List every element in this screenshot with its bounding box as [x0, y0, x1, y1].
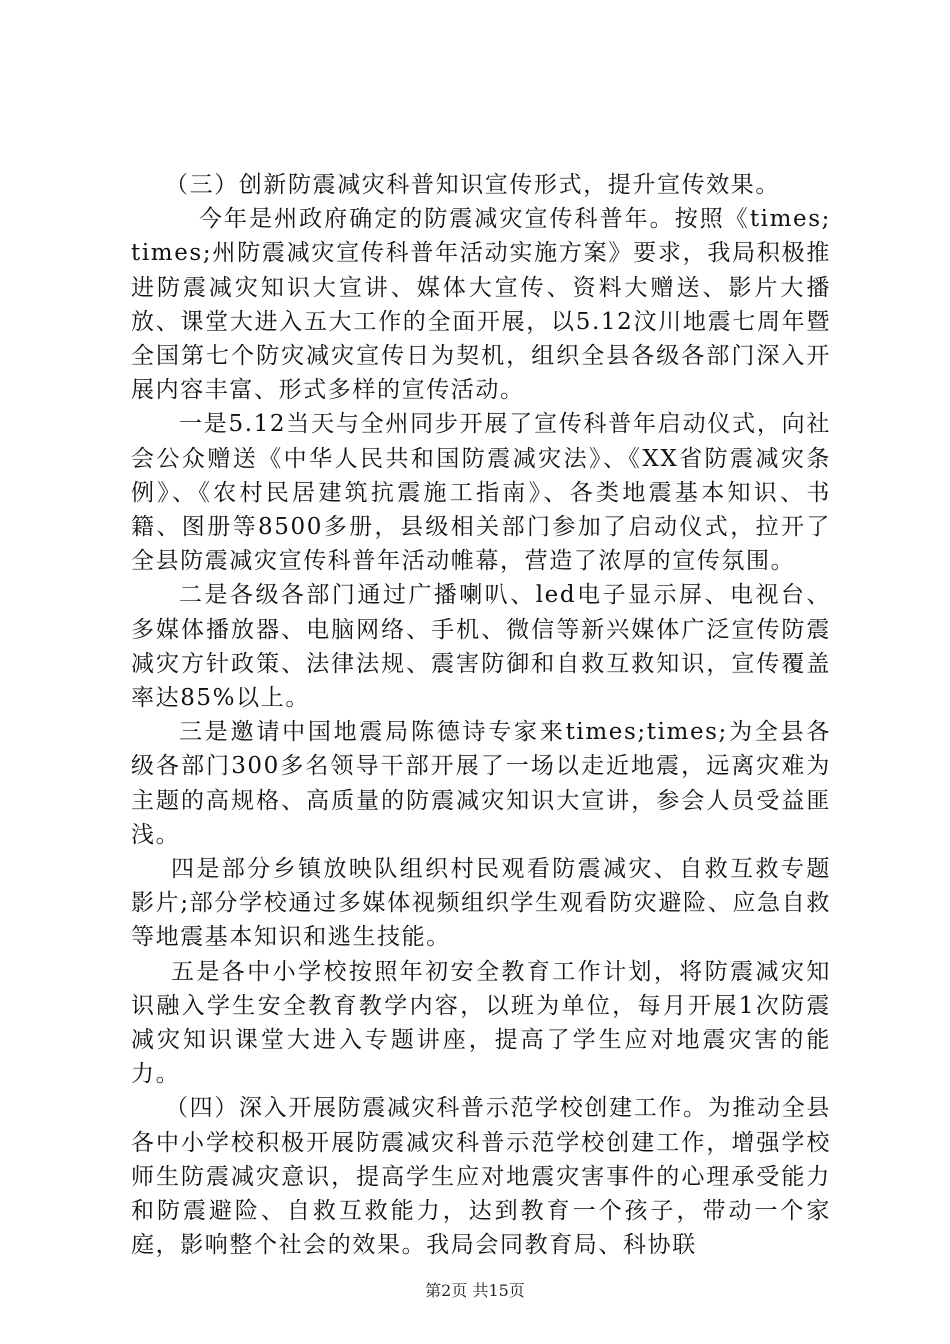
- document-body: [131, 168, 831, 1263]
- paragraph-item-1: 一是5.12当天与全州同步开展了宣传科普年启动仪式，向社会公众赠送《中华人民共和国防震减灾法》、《XX省防震减灾条例》、《农村民居建筑抗震施工指南》、各类地震基本知识、书籍、图册等8500多册，县级相关部门参加了启动仪式，拉开了全县防震减灾宣传科普年活动帷幕，营造了浓厚的宣传氛围。: [131, 411, 831, 575]
- paragraph-item-5: 五是各中小学校按照年初安全教育工作计划，将防震减灾知识融入学生安全教育教学内容，以班为单位，每月开展1次防震减灾知识课堂大进入专题讲座，提高了学生应对地震灾害的能力。: [131, 958, 831, 1088]
- paragraph-item-2: 二是各级各部门通过广播喇叭、led电子显示屏、电视台、多媒体播放器、电脑网络、手机、微信等新兴媒体广泛宣传防震减灾方针政策、法律法规、震害防御和自救互救知识，宣传覆盖率达85%以上。: [131, 582, 831, 712]
- paragraph-item-4: 四是部分乡镇放映队组织村民观看防震减灾、自救互救专题影片;部分学校通过多媒体视频组织学生观看防灾避险、应急自救等地震基本知识和逃生技能。: [131, 856, 831, 951]
- paragraph-item-3: 三是邀请中国地震局陈德诗专家来times;times;为全县各级各部门300多名领导干部开展了一场以走近地震，远离灾难为主题的高规格、高质量的防震减灾知识大宣讲，参会人员受益匪浅。: [131, 719, 831, 848]
- paragraph-intro: 今年是州政府确定的防震减灾宣传科普年。按照《times;times;州防震减灾宣传科普年活动实施方案》要求，我局积极推进防震减灾知识大宣讲、媒体大宣传、资料大赠送、影片大播放、课堂大进入五大工作的全面开展，以5.12汶川地震七周年暨全国第七个防灾减灾宣传日为契机，组织全县各级各部门深入开展内容丰富、形式多样的宣传活动。: [131, 206, 831, 404]
- page-footer: 第2页 共15页: [425, 1281, 525, 1300]
- section-heading-4-paragraph: （四）深入开展防震减灾科普示范学校创建工作。为推动全县各中小学校积极开展防震减灾科普示范学校创建工作，增强学校师生防震减灾意识，提高学生应对地震灾害事件的心理承受能力和防震避险、自救互救能力，达到教育一个孩子，带动一个家庭，影响整个社会的效果。我局会同教育局、科协联: [131, 1095, 831, 1259]
- section-heading-3: （三）创新防震减灾科普知识宣传形式，提升宣传效果。: [165, 172, 780, 198]
